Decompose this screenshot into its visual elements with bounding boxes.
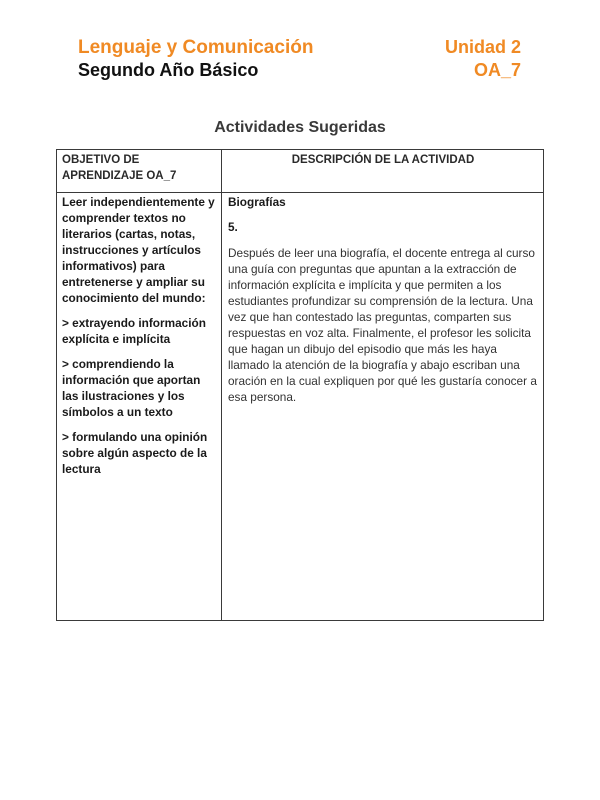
grade-title: Segundo Año Básico — [78, 60, 259, 80]
activity-number: 5. — [228, 220, 238, 234]
header-row-divider — [57, 192, 543, 193]
objective-header-line-2: APRENDIZAJE OA_7 — [62, 170, 177, 182]
objective-bullet: > extrayendo información explícita e implícita — [62, 316, 206, 346]
activity-title: Biografías — [228, 195, 286, 209]
objective-column-header — [62, 152, 212, 184]
section-title: Actividades Sugeridas — [214, 119, 386, 136]
objective-cell — [62, 194, 219, 486]
activity-cell — [228, 194, 540, 405]
description-column-header: DESCRIPCIÓN DE LA ACTIVIDAD — [291, 154, 475, 166]
subject-title: Lenguaje y Comunicación — [78, 37, 314, 58]
objective-bullet: > comprendiendo la información que aportan las ilustraciones y los símbolos a un texto — [62, 357, 201, 419]
objective-header-line-1: OBJETIVO DE — [62, 154, 140, 166]
activity-table — [56, 149, 544, 621]
unit-label: Unidad 2 — [444, 37, 521, 57]
activity-description: Después de leer una biografía, el docente entrega al curso una guía con preguntas que apuntan a la extracción de información explícita e implícita y que permiten a los estudiantes profundizar su comprensión de la lectura. Una vez que han contestado las preguntas, comparten sus respuestas en voz alta. Finalmente, el profesor les solicita que hagan un dibujo del episodio que más les haya llamado la atención de la biografía y abajo escriban una oración en la cual expliquen por qué les gustaría conocer a esa persona. — [228, 246, 537, 404]
objective-paragraph: Leer independientemente y comprender textos no literarios (cartas, notas, instrucciones y artículos informativos) para entretenerse y ampliar su conocimiento del mundo: — [62, 195, 215, 305]
header-right — [445, 36, 521, 82]
column-divider — [221, 150, 222, 620]
objective-code: OA_7 — [473, 60, 521, 80]
objective-bullet: > formulando una opinión sobre algún aspecto de la lectura — [62, 430, 208, 476]
header-left — [78, 36, 313, 82]
